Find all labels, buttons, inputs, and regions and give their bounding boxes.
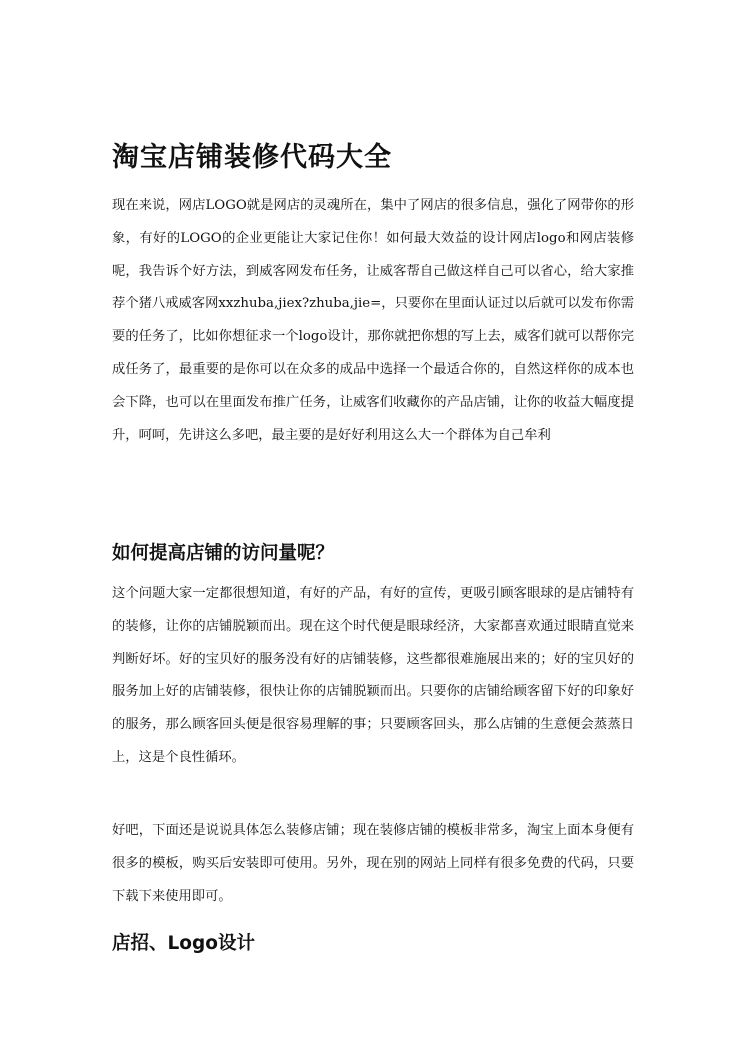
section-heading-visits: 如何提高店铺的访问量呢？ [112,543,335,564]
visits-paragraph-2: 好吧，下面还是说说具体怎么装修店铺；现在装修店铺的模板非常多，淘宝上面本身便有很多的模板，购买后安装即可使用。另外，现在别的网站上同样有很多免费的代码，只要下载下来使用即可。 [112,823,634,904]
intro-paragraph: 现在来说，网店LOGO就是网店的灵魂所在，集中了网店的很多信息，强化了网带你的形象，有好的LOGO的企业更能让大家记住你！如何最大效益的设计网店logo和网店装修呢，我告诉个好方法，到威客网发布任务，让威客帮自己做这样自己可以省心，给大家推荐个猪八戒威客网xxzhuba,jiex?zhuba,jie=，只要你在里面认证过以后就可以发布你需要的任务了，比如你想征求一个logo设计，那你就把你想的写上去，威客们就可以帮你完成任务了，最重要的是你可以在众多的成品中选择一个最适合你的，自然这样你的成本也会下降，也可以在里面发布推广任务，让威客们收藏你的产品店铺，让你的收益大幅度提升，呵呵，先讲这么多吧，最主要的是好好利用这么大一个群体为自己牟利 [112,198,634,443]
visits-paragraph-1: 这个问题大家一定都很想知道，有好的产品，有好的宣传，更吸引顾客眼球的是店铺特有的装修，让你的店铺脱颖而出。现在这个时代便是眼球经济，大家都喜欢通过眼睛直觉来判断好坏。好的宝贝好的服务没有好的店铺装修，这些都很难施展出来的；好的宝贝好的服务加上好的店铺装修，很快让你的店铺脱颖而出。只要你的店铺给顾客留下好的印象好的服务，那么顾客回头便是很容易理解的事；只要顾客回头，那么店铺的生意便会蒸蒸日上，这是个良性循环。 [112,586,634,765]
section-heading-logo: 店招、Logo设计 [112,933,255,954]
page-title: 淘宝店铺装修代码大全 [112,142,392,173]
